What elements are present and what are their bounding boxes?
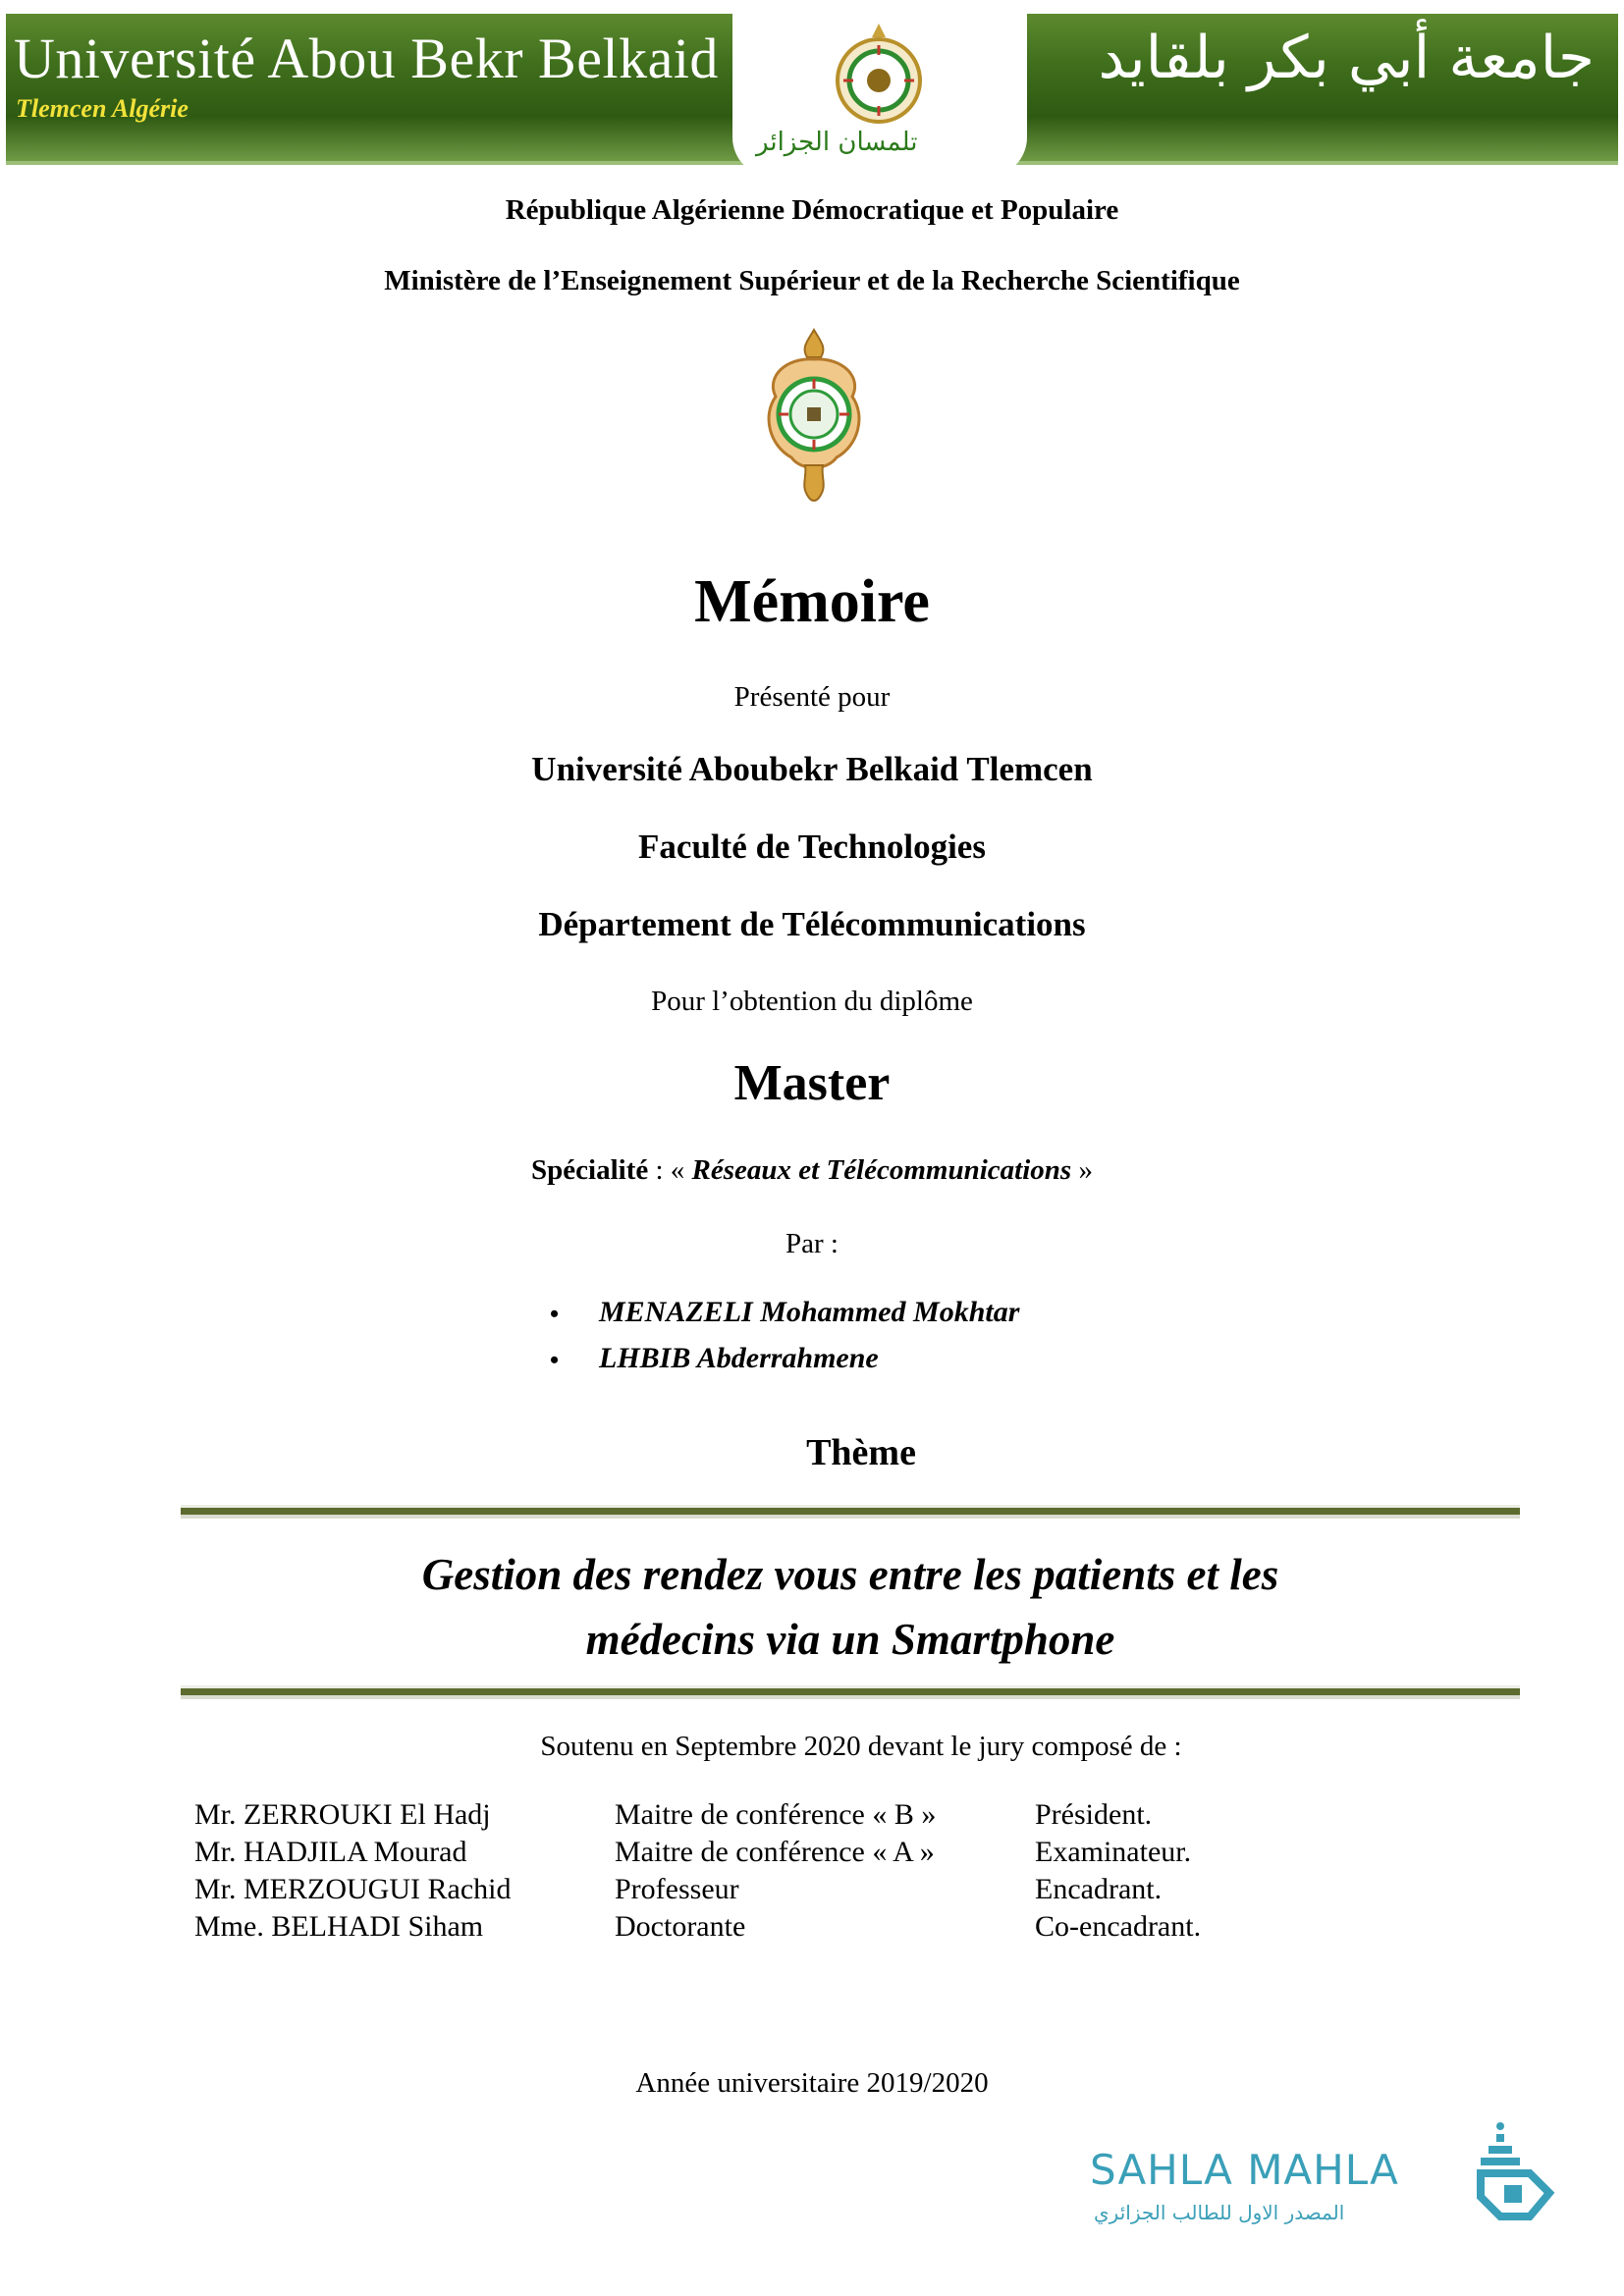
jury-member-role: Co-encadrant.	[1035, 1910, 1202, 1943]
sahla-logo-tagline: المصدر الاول للطالب الجزائري	[1094, 2201, 1345, 2224]
annee-universitaire: Année universitaire 2019/2020	[635, 2067, 989, 2099]
sujet-line-1: Gestion des rendez vous entre les patients et les	[421, 1550, 1279, 1599]
par-line: Par :	[785, 1228, 839, 1259]
banner-subtitle-fr: Tlemcen Algérie	[16, 94, 189, 123]
theme-bottom-divider	[181, 1688, 1520, 1695]
obtention-line: Pour l’obtention du diplôme	[651, 986, 973, 1017]
banner-city-ar: تلمسان الجزائر	[756, 128, 918, 157]
jury-member-role: Encadrant.	[1035, 1873, 1163, 1905]
presente-pour: Présenté pour	[733, 681, 891, 713]
author-name: LHBIB Abderrahmene	[599, 1342, 879, 1374]
specialite-value: Réseaux et Télécommunications	[691, 1154, 1072, 1186]
ministere-line: Ministère de l’Enseignement Supérieur et de la Recherche Scientifique	[384, 265, 1240, 296]
theme-label: Thème	[806, 1432, 916, 1473]
specialite-close-quote: »	[1071, 1154, 1093, 1186]
jury-member-grade: Professeur	[615, 1873, 739, 1905]
sujet-line-2: médecins via un Smartphone	[585, 1615, 1115, 1664]
specialite-label: Spécialité	[531, 1154, 649, 1186]
jury-member-grade: Maitre de conférence « A »	[615, 1836, 935, 1868]
banner-title-ar: جامعة أبي بكر بلقايد	[1098, 24, 1595, 92]
jury-member-name: Mr. ZERROUKI El Hadj	[194, 1798, 491, 1831]
departement-name: Département de Télécommunications	[538, 905, 1086, 943]
sahla-logo-text: SAHLA MAHLA	[1090, 2146, 1399, 2194]
bullet-icon: •	[550, 1346, 560, 1374]
specialite-line	[0, 1154, 1624, 1187]
jury-member-name: Mme. BELHADI Siham	[194, 1910, 484, 1943]
republique-line: République Algérienne Démocratique et Populaire	[505, 194, 1119, 226]
jury-member-name: Mr. MERZOUGUI Rachid	[194, 1873, 512, 1905]
document-type-title: Mémoire	[694, 568, 930, 635]
soutenu-line: Soutenu en Septembre 2020 devant le jury composé de :	[540, 1731, 1182, 1762]
university-emblem-icon	[825, 20, 933, 133]
university-banner	[0, 10, 1624, 167]
university-seal-icon	[756, 328, 872, 507]
specialite-open-quote: : «	[648, 1154, 692, 1186]
universite-name: Université Aboubekr Belkaid Tlemcen	[531, 750, 1093, 788]
sahla-mahla-logo	[1090, 2118, 1561, 2226]
banner-title-fr: Université Abou Bekr Belkaid	[14, 27, 719, 90]
jury-member-role: Président.	[1035, 1798, 1153, 1831]
author-name: MENAZELI Mohammed Mokhtar	[599, 1296, 1020, 1328]
theme-top-divider	[181, 1508, 1520, 1515]
sahla-logo-icon	[1471, 2118, 1559, 2226]
bullet-icon: •	[550, 1300, 560, 1328]
jury-member-grade: Maitre de conférence « B »	[615, 1798, 937, 1831]
faculte-name: Faculté de Technologies	[638, 828, 986, 866]
diplome-title: Master	[733, 1055, 891, 1111]
jury-member-grade: Doctorante	[615, 1910, 746, 1943]
jury-member-role: Examinateur.	[1035, 1836, 1192, 1868]
jury-member-name: Mr. HADJILA Mourad	[194, 1836, 467, 1868]
